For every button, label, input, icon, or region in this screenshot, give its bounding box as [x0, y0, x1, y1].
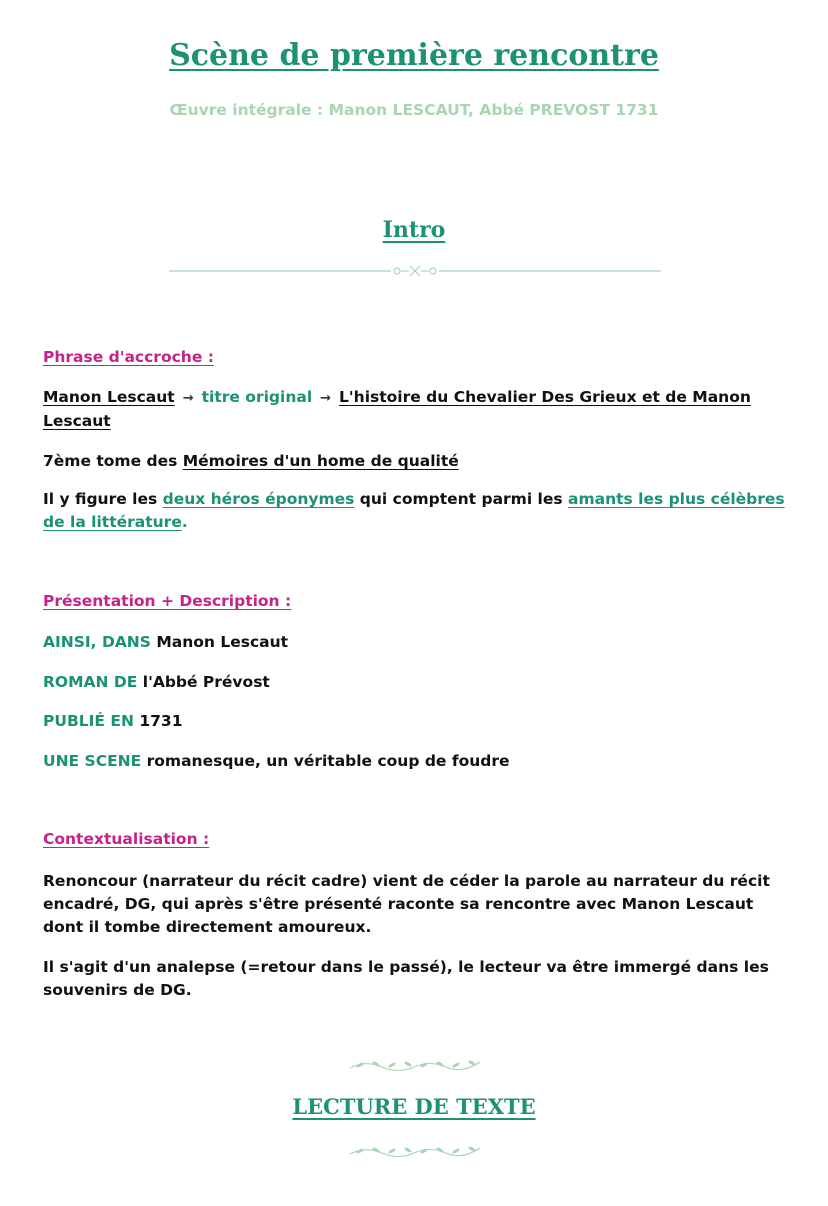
row-value: l'Abbé Prévost [142, 673, 270, 691]
row-key: AINSI, DANS [43, 633, 151, 651]
page-title: Scène de première rencontre [169, 38, 659, 73]
arrow-icon: → [320, 391, 332, 406]
tome-line [43, 450, 793, 473]
vine-ornament-bottom [348, 1144, 482, 1158]
context-paragraph-2: Il s'agit d'un analepse (=retour dans le passé), le lecteur va être immergé dans les souvenirs de DG. [43, 958, 769, 999]
heros-link: deux héros éponymes [162, 490, 355, 508]
presentation-row [43, 750, 793, 773]
presentation-row [43, 671, 793, 694]
context-paragraph-1: Renoncour (narrateur du récit cadre) vient de céder la parole au narrateur du récit encadré, DG, qui après s'être présenté raconte sa rencontre avec Manon Lescaut dont il tombe directement amoureux. [43, 872, 770, 936]
heros-text-2: qui comptent parmi les [354, 490, 568, 508]
novel-title: Manon Lescaut [43, 388, 175, 406]
presentation-row [43, 710, 793, 733]
original-title-label: titre original [201, 388, 313, 406]
tome-prefix: 7ème tome des [43, 452, 183, 470]
accroche-heading: Phrase d'accroche : [43, 348, 214, 366]
amants-link: amants les plus célèbres de la littérature [43, 490, 785, 531]
heros-period: . [181, 513, 188, 531]
vine-ornament-top [348, 1058, 482, 1072]
row-key: UNE SCENE [43, 752, 142, 770]
intro-heading: Intro [382, 217, 446, 243]
original-title: L'histoire du Chevalier Des Grieux et de Manon Lescaut [43, 388, 751, 430]
page-subtitle: Œuvre intégrale : Manon LESCAUT, Abbé PREVOST 1731 [169, 101, 659, 119]
heros-line [43, 488, 793, 534]
row-key: PUBLIÉ EN [43, 712, 134, 730]
row-value: Manon Lescaut [156, 633, 289, 651]
context-heading: Contextualisation : [43, 830, 210, 848]
ornament-divider [169, 263, 661, 279]
heros-text-1: Il y figure les [43, 490, 163, 508]
presentation-row [43, 631, 793, 654]
accroche-title-line [43, 386, 793, 433]
row-key: ROMAN DE [43, 673, 138, 691]
lecture-heading: LECTURE DE TEXTE [292, 1094, 536, 1119]
memoires-title: Mémoires d'un home de qualité [182, 452, 459, 470]
arrow-icon: → [182, 391, 194, 406]
row-value: romanesque, un véritable coup de foudre [146, 752, 510, 770]
row-value: 1731 [139, 712, 183, 730]
presentation-heading: Présentation + Description : [43, 592, 292, 610]
